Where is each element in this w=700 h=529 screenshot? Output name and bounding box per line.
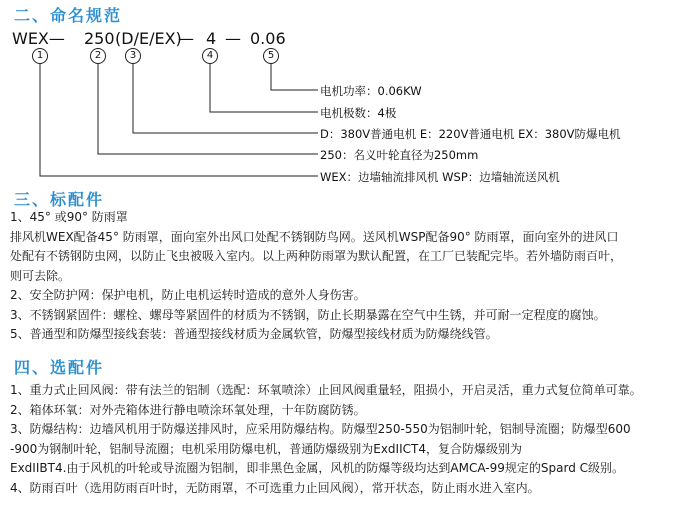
code-variant: (D/E/EX) <box>115 29 182 48</box>
desc-power: 电机功率：0.06KW <box>320 84 422 98</box>
optional-parts-list <box>10 381 690 498</box>
list-item: 3、不锈钢紧固件：螺栓、螺母等紧固件的材质为不锈钢，防止长期暴露在空气中生锈，并可耐一定程度的腐蚀。 <box>10 307 606 322</box>
marker-3: 3 <box>125 48 141 64</box>
list-item: 1、重力式止回风阀：带有法兰的铝制（选配：环氧喷涂）止回风阀重量轻，阻损小，开启灵活，重力式复位简单可靠。 <box>10 383 642 397</box>
list-item: ExdIIBT4.由于风机的叶轮或导流圈为铝制，即非黑色金属，风机的防爆等级均达到AMCA-99规定的Spard C级别。 <box>10 461 625 475</box>
list-item: 则可去除。 <box>10 268 71 283</box>
desc-impeller-size: 250：名义叶轮直径为250mm <box>320 148 479 162</box>
desc-motor-type: D：380V普通电机 E：220V普通电机 EX：380V防爆电机 <box>320 127 621 141</box>
code-dash-2: — <box>225 29 241 48</box>
section-title-optional-parts: 四、选配件 <box>14 358 105 377</box>
section-title-standard-parts: 三、标配件 <box>14 190 105 209</box>
desc-poles: 电机极数：4极 <box>320 106 397 120</box>
list-item: 3、防爆结构：边墙风机用于防爆送排风时，应采用防爆结构。防爆型250-550为铝制叶轮，铝制导流圈；防爆型600 <box>10 422 631 436</box>
section-title-naming: 二、命名规范 <box>14 6 123 25</box>
marker-1: 1 <box>32 48 48 64</box>
code-prefix: WEX— <box>12 29 65 48</box>
list-item: -900为钢制叶轮，铝制导流圈；电机采用防爆电机，普通防爆级别为ExdIICT4，复合防爆级别为 <box>10 441 522 456</box>
list-item: 1、45° 或90° 防雨罩 <box>10 210 128 224</box>
code-poles: 4 <box>206 29 217 48</box>
leader-line-2 <box>98 64 318 154</box>
list-item: 4、防雨百叶（选用防雨百叶时，无防雨罩，不可选重力止回风阀），常开状态，防止雨水进入室内。 <box>10 480 540 495</box>
list-item: 排风机WEX配备45° 防雨罩，面向室外出风口处配不锈钢防鸟网。送风机WSP配备90° 防雨罩，面向室外的进风口 <box>10 229 619 244</box>
list-item: 2、箱体环氧：对外壳箱体进行静电喷涂环氧处理，十年防腐防锈。 <box>10 402 366 417</box>
code-size: 250 <box>84 29 115 48</box>
leader-line-5 <box>271 64 318 90</box>
standard-parts-list <box>10 208 690 345</box>
list-item: 2、安全防护网：保护电机，防止电机运转时造成的意外人身伤害。 <box>10 288 366 302</box>
marker-5: 5 <box>263 48 279 64</box>
code-power: 0.06 <box>250 29 286 48</box>
leader-line-3 <box>133 64 318 133</box>
marker-4: 4 <box>202 48 218 64</box>
leader-line-4 <box>210 64 318 112</box>
list-item: 5、普通型和防爆型接线套装：普通型接线材质为金属软管，防爆型接线材质为防爆绕线管。 <box>10 327 498 341</box>
list-item: 处配有不锈钢防虫网，以防止飞虫被吸入室内。以上两种防雨罩为默认配置，在工厂已装配完毕。若外墙防雨百叶， <box>10 249 623 263</box>
marker-2: 2 <box>90 48 106 64</box>
desc-fan-model: WEX：边墙轴流排风机 WSP：边墙轴流送风机 <box>320 170 560 184</box>
leader-line-1 <box>40 64 318 176</box>
code-dash-1: — <box>178 29 194 48</box>
